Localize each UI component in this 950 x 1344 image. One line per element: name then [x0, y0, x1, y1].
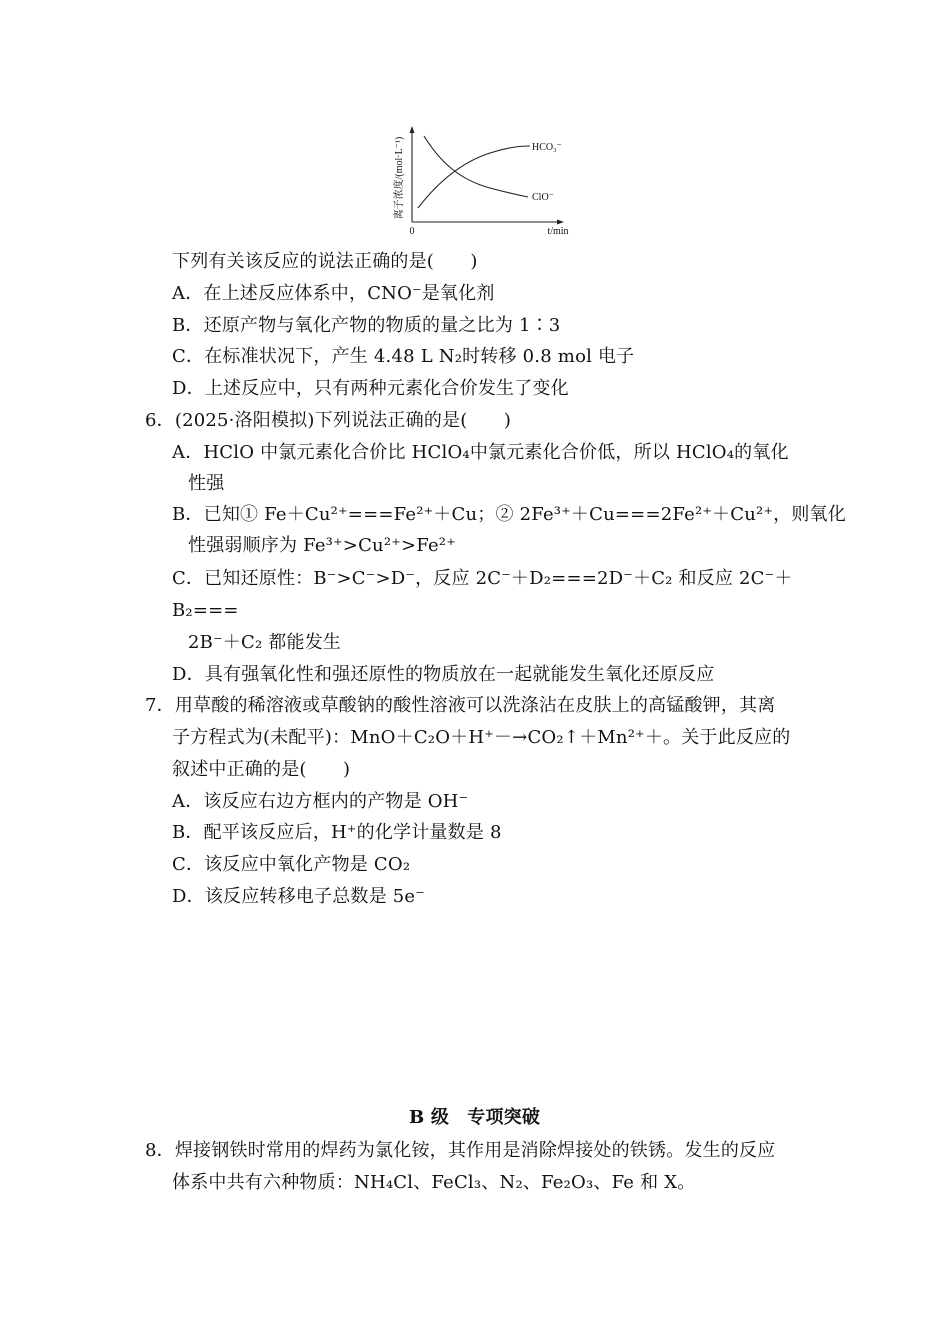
q6-option-d: D．具有强氧化性和强还原性的物质放在一起就能发生氧化还原反应: [172, 664, 715, 685]
q5-option-a: A．在上述反应体系中，CNO⁻是氧化剂: [172, 283, 495, 304]
concentration-time-graph: [380, 122, 580, 240]
clo-curve: [424, 136, 528, 197]
q6-option-c-line1: C．已知还原性：B⁻>C⁻>D⁻，反应 2C⁻＋D₂===2D⁻＋C₂ 和反应 2C⁻＋: [172, 568, 793, 589]
y-axis-arrow: [410, 126, 415, 133]
hco3-curve: [418, 146, 530, 208]
q7-option-d: D．该反应转移电子总数是 5e⁻: [172, 886, 425, 907]
q7-stem-line3: 叙述中正确的是( ): [172, 759, 351, 780]
q6-option-a-line2: 性强: [188, 473, 225, 494]
q6-option-c-line3: 2B⁻＋C₂ 都能发生: [188, 632, 342, 653]
q6-option-a-line1: A．HClO 中氯元素化合价比 HClO₄中氯元素化合价低，所以 HClO₄的氧化: [172, 442, 789, 463]
q7-option-c: C．该反应中氧化产物是 CO₂: [172, 854, 411, 875]
q6-option-b-line2: 性强弱顺序为 Fe³⁺>Cu²⁺>Fe²⁺: [188, 535, 456, 556]
clo-label: ClO⁻: [532, 192, 554, 203]
q5-stem: 下列有关该反应的说法正确的是( ): [172, 251, 478, 272]
q7-stem-line2: 子方程式为(未配平)：MnO＋C₂O＋H⁺－→CO₂↑＋Mn²⁺＋。关于此反应的: [172, 727, 791, 748]
x-axis-label: t/min: [547, 226, 569, 237]
q7-stem-line1: 7．用草酸的稀溶液或草酸钠的酸性溶液可以洗涤沾在皮肤上的高锰酸钾，其离: [145, 695, 776, 716]
q5-option-d: D．上述反应中，只有两种元素化合价发生了变化: [172, 378, 569, 399]
q5-option-b: B．还原产物与氧化产物的物质的量之比为 1∶3: [172, 315, 561, 336]
hco3-label: HCO₃⁻: [532, 142, 562, 153]
q6-stem: 6．(2025·洛阳模拟)下列说法正确的是( ): [145, 410, 512, 431]
section-heading: B 级 专项突破: [409, 1107, 541, 1128]
q7-option-a: A．该反应右边方框内的产物是 OH⁻: [172, 791, 469, 812]
q7-option-b: B．配平该反应后，H⁺的化学计量数是 8: [172, 822, 502, 843]
q6-option-c-line2: B₂===: [172, 600, 239, 621]
q6-option-b-line1: B．已知① Fe＋Cu²⁺===Fe²⁺＋Cu；② 2Fe³⁺＋Cu===2Fe²⁺＋Cu²⁺，则氧化: [172, 504, 846, 525]
origin-label: 0: [409, 226, 415, 237]
q8-stem-line2: 体系中共有六种物质：NH₄Cl、FeCl₃、N₂、Fe₂O₃、Fe 和 X。: [172, 1172, 696, 1193]
x-axis-arrow: [557, 220, 564, 225]
q8-stem-line1: 8．焊接钢铁时常用的焊药为氯化铵，其作用是消除焊接处的铁锈。发生的反应: [145, 1140, 776, 1161]
y-axis-label: 离子浓度/(mol·L⁻¹): [394, 136, 405, 220]
q5-option-c: C．在标准状况下，产生 4.48 L N₂时转移 0.8 mol 电子: [172, 346, 635, 367]
